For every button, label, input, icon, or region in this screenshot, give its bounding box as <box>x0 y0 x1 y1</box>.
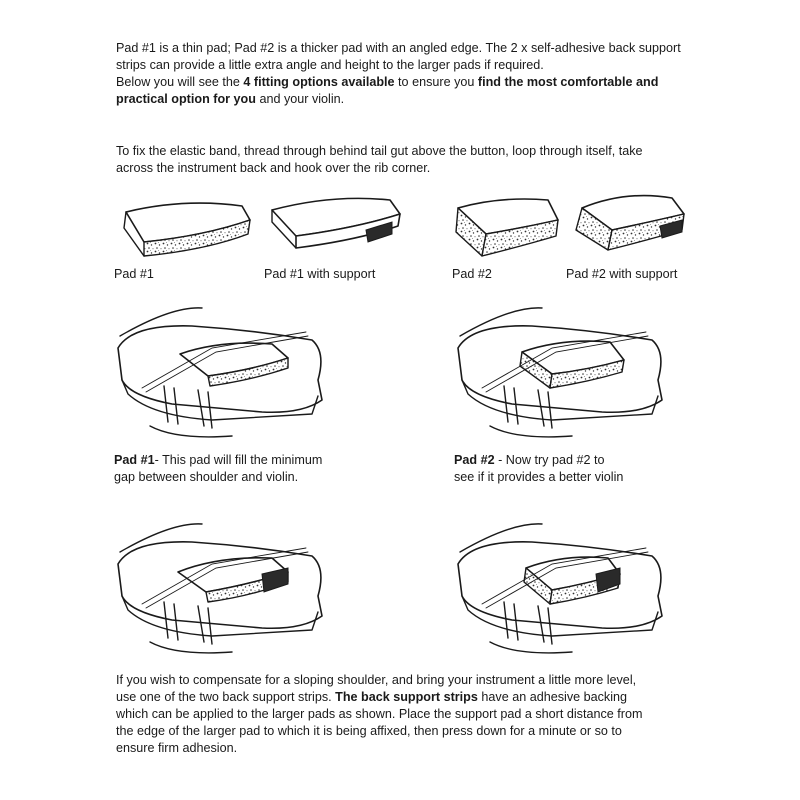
pad-1-description-label: Pad #1 <box>114 453 155 467</box>
pad-2-description <box>454 452 684 486</box>
intro-line-3 <box>116 74 696 91</box>
violin-button-curve <box>150 642 232 653</box>
pad-1-description-text: - This pad will fill the minimum <box>154 453 323 467</box>
caption-pad-2-with-support: Pad #2 with support <box>566 267 678 281</box>
pad-2-illustration <box>452 190 572 260</box>
intro-line-4-text: and your violin. <box>255 92 345 106</box>
intro-line-3-text-b: to ensure you <box>394 75 478 89</box>
pad-2-with-support-illustration <box>566 184 696 260</box>
violin-fitting-pad-1-diagram <box>112 296 342 446</box>
caption-pad-2: Pad #2 <box>452 267 492 281</box>
outro-line-5: ensure firm adhesion. <box>116 741 238 755</box>
pad-1-description-line-1 <box>114 452 344 469</box>
caption-pad-1: Pad #1 <box>114 267 154 281</box>
violin-button-curve <box>490 426 572 437</box>
outro-line-2 <box>116 689 696 706</box>
violin-fitting-pad-2-support-diagram <box>452 512 682 662</box>
violin-fitting-pad-1-support-diagram <box>112 512 342 662</box>
pad-2-description-label: Pad #2 <box>454 453 495 467</box>
violin-button-curve <box>150 426 232 437</box>
outro-line-2-text-b: have an adhesive backing <box>477 690 628 704</box>
pad-1-illustration <box>114 194 264 264</box>
pad-2-description-line-2: see if it provides a better violin <box>454 470 624 484</box>
violin-button-curve <box>490 642 572 653</box>
outro-line-4: the edge of the larger pad to which it is being affixed, then press down for a minute or so to <box>116 724 622 738</box>
intro-line-2: strips can provide a little extra angle and height to the larger pads if required. <box>116 58 544 72</box>
intro-comfortable-emphasis: find the most comfortable and <box>477 75 659 89</box>
pad-1-description-line-2: gap between shoulder and violin. <box>114 470 299 484</box>
caption-pad-1-with-support: Pad #1 with support <box>264 267 376 281</box>
intro-line-3-text-a: Below you will see the <box>116 75 244 89</box>
intro-practical-emphasis: practical option for you <box>116 92 256 106</box>
violin-fitting-pad-2-diagram <box>452 296 682 446</box>
elastic-line-2: across the instrument back and hook over the rib corner. <box>116 161 431 175</box>
pad-2-description-line-1 <box>454 452 684 469</box>
outro-line-3: which can be applied to the larger pads as shown. Place the support pad a short distance from <box>116 707 643 721</box>
outro-line-1: If you wish to compensate for a sloping shoulder, and bring your instrument a little more level, <box>116 673 637 687</box>
elastic-line-1: To fix the elastic band, thread through behind tail gut above the button, loop through itself, take <box>116 144 643 158</box>
outro-support-strips-emphasis: The back support strips <box>335 690 478 704</box>
pad-1-description <box>114 452 344 486</box>
back-support-strips-paragraph <box>116 672 696 757</box>
outro-line-2-text-a: use one of the two back support strips. <box>116 690 336 704</box>
elastic-band-instructions <box>116 143 696 177</box>
intro-line-1: Pad #1 is a thin pad; Pad #2 is a thicker pad with an angled edge. The 2 x self-adhesive back support <box>116 41 681 55</box>
intro-paragraph <box>116 40 696 108</box>
pad-2-description-text: - Now try pad #2 to <box>494 453 605 467</box>
intro-fitting-options-emphasis: 4 fitting options available <box>243 75 395 89</box>
intro-line-4 <box>116 91 696 108</box>
pad-1-with-support-illustration <box>262 190 412 260</box>
